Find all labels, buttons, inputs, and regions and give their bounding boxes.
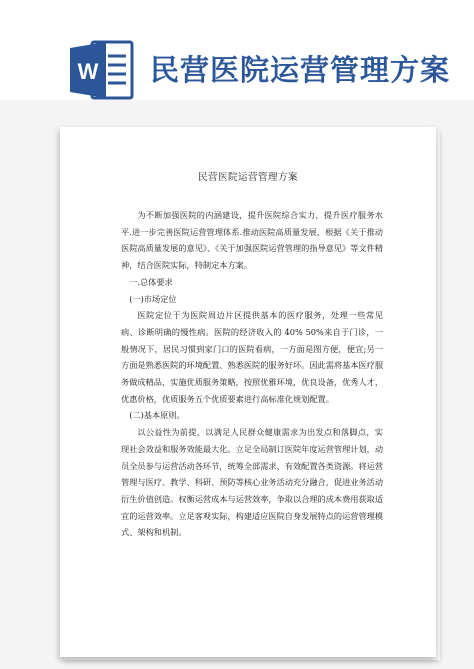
word-icon-letter: W: [77, 59, 99, 84]
banner: [0, 0, 474, 100]
intro-paragraph: 为不断加强医院的内涵建设，提升医院综合实力，提升医疗服务水平.进一步完善医院运营管理体系.推动医院高质量发展，根据《关于推动医院高质量发展的意见》、《关于加强医院运营管理的指导意见》等文件精神，结合医院实际，特制定本方案。: [121, 210, 383, 271]
document-page: [60, 127, 436, 657]
subheading-market-position: (一)市场定位: [129, 293, 177, 304]
document-body: [121, 207, 383, 541]
banner-title: 民营医院运营管理方案: [150, 53, 451, 87]
subheading-basic-principles: (二)基本原则。: [129, 410, 185, 421]
market-position-paragraph: 医院定位于为医院周边片区提供基本的医疗服务，处理一些常见病、诊断明确的慢性病。医院的经济收入的 40% 50%来自于门诊，一般情况下，居民习惯到家门口的医院看病，一方面是图方便，便宜;另一方面是熟悉医院的环境配置、熟悉医院的服务好坏。因此需将基本医疗服务做成精品，实施优质服务策略，按照优雅环境，优良设备，优秀人才，优惠价格，优质服务五个优质要素进行高标准化规划配置。: [121, 310, 384, 404]
basic-principles-paragraph: 以公益性为前提，以满足人民群众健康需求为出发点和落脚点，实现社会效益和服务效能最大化。立足全局制订医院年度运营管理计划，动员全员参与运营活动各环节，统筹全部需求，有效配置各类资源。将运营管理与医疗、教学、科研、预防等核心业务活动充分融合，促进业务活动衍生价值创造。权衡运营成本与运营效率，争取以合理的成本费用获取适宜的运营效率。立足客观实际，构建适应医院自身发展特点的运营管理模式、架构和机制。: [121, 427, 384, 538]
word-document-icon: [68, 38, 136, 102]
section-heading-general: 一.总体要求: [129, 276, 173, 287]
document-title: 民营医院运营管理方案: [197, 172, 298, 183]
